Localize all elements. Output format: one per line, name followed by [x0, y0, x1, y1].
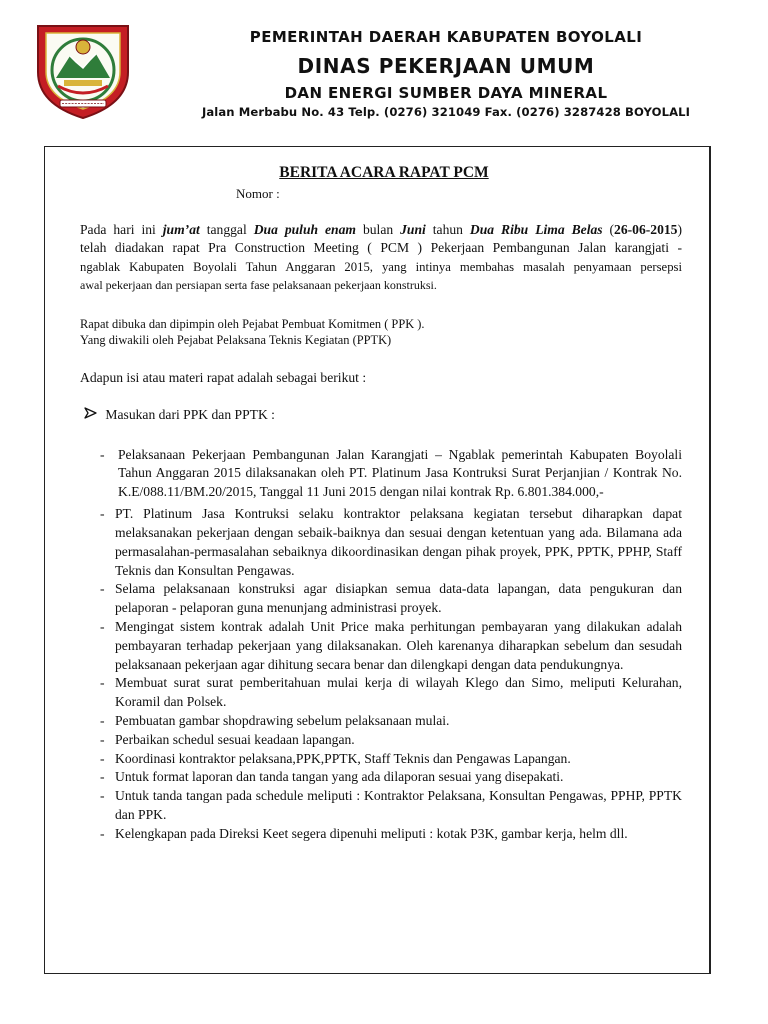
boyolali-regency-crest-icon: [34, 20, 132, 120]
list-item: - Membuat surat surat pemberitahuan mulai kerja di wilayah Klego dan Simo, meliputi Kelurahan, Koramil dan Polsek.: [100, 675, 682, 710]
list-item: - Pembuatan gambar shopdrawing sebelum pelaksanaan mulai.: [100, 712, 450, 728]
letterhead-address: Jalan Merbabu No. 43 Telp. (0276) 321049 Fax. (0276) 3287428 BOYOLALI: [201, 105, 691, 119]
letterhead-government: PEMERINTAH DAERAH KABUPATEN BOYOLALI: [249, 28, 643, 46]
arrow-bullet-icon: [80, 407, 102, 419]
opening-line-1: Pada hari ini jum’at tanggal Dua puluh enam bulan Juni tahun Dua Ribu Lima Belas (26-06-2015): [80, 222, 683, 237]
list-item: - Mengingat sistem kontrak adalah Unit Price maka perhitungan pembayaran yang dilakukan adalah pembayaran terhadap pekerjaan yang dilaksanakan. Oleh karenanya diharapkan sebelum dan sesudah pelaksanaan pekerjaan agar dihitung secara benar dan dilengkapi dengan data pendukungnya.: [100, 619, 682, 672]
meeting-date-words: Dua puluh enam: [253, 222, 356, 237]
list-item: - Untuk format laporan dan tanda tangan yang ada dilaporan sesuai yang disepakati.: [100, 769, 564, 785]
opening-line-3: ngablak Kabupaten Boyolali Tahun Anggaran 2015, yang intinya membahas masalah penyamaan persepsi: [80, 259, 682, 274]
document-number-label: Nomor :: [236, 186, 280, 201]
list-item: - Untuk tanda tangan pada schedule meliputi : Kontraktor Pelaksana, Konsultan Pengawas, PPHP, PPTK dan PPK.: [100, 788, 682, 822]
opening-line-2: telah diadakan rapat Pra Construction Meeting ( PCM ) Pekerjaan Pembangunan Jalan karangjati -: [80, 240, 682, 256]
agenda-intro: Adapun isi atau materi rapat adalah sebagai berikut :: [80, 370, 367, 385]
meeting-year-words: Dua Ribu Lima Belas: [469, 222, 603, 237]
list-item: - Selama pelaksanaan konstruksi agar disiapkan semua data-data lapangan, data pengukuran dan pelaporan - pelaporan guna menunjang administrasi proyek.: [100, 581, 682, 616]
section-heading-label: Masukan dari PPK dan PPTK :: [105, 407, 275, 422]
list-item: - Koordinasi kontraktor pelaksana,PPK,PPTK, Staff Teknis dan Pengawas Lapangan.: [100, 750, 571, 766]
meeting-day: jum’at: [162, 222, 200, 237]
document-title: BERITA ACARA RAPAT PCM: [279, 164, 489, 181]
list-item: - Kelengkapan pada Direksi Keet segera dipenuhi meliputi : kotak P3K, gambar kerja, helm dll.: [100, 825, 628, 841]
opening-paragraph: [80, 221, 682, 295]
opening-line-4: awal pekerjaan dan persiapan serta fase pelaksanaan pekerjaan konstruksi.: [80, 278, 437, 293]
chair-line-2: Yang diwakili oleh Pejabat Pelaksana Teknis Kegiatan (PPTK): [80, 332, 392, 347]
chair-line-1: Rapat dibuka dan dipimpin oleh Pejabat Pembuat Komitmen ( PPK ).: [80, 317, 425, 331]
list-item: - PT. Platinum Jasa Kontruksi selaku kontraktor pelaksana kegiatan tersebut diharapkan dapat melaksanakan pekerjaan dengan sebaik-baiknya dan sesuai dengan ketentuan yang ada. Bilamana ada permasalahan-permasalahan sebaiknya dikoordinasikan dengan pihak proyek, PPK, PPTK, PPHP, Staff Teknis dan Konsultan Pengawas.: [100, 506, 682, 578]
list-item: - Pelaksanaan Pekerjaan Pembangunan Jalan Karangjati – Ngablak pemerintah Kabupaten Boyolali Tahun Anggaran 2015 dilaksanakan oleh PT. Platinum Jasa Kontruksi Surat Perjanjian / Kontrak No. K.E/088.11/BM.20/2015, Tanggal 11 Juni 2015 dengan nilai kontrak Rp. 6.801.384.000,-: [100, 447, 682, 499]
meeting-date-numeric: 26-06-2015: [614, 222, 678, 237]
section-heading: [80, 407, 275, 423]
letterhead-agency-sub: DAN ENERGI SUMBER DAYA MINERAL: [284, 84, 608, 102]
chair-paragraph: [80, 317, 682, 348]
list-item: - Perbaikan schedul sesuai keadaan lapangan.: [100, 731, 355, 747]
meeting-month: Juni: [400, 222, 426, 237]
points-list: [100, 446, 682, 844]
letterhead-agency: DINAS PEKERJAAN UMUM: [297, 54, 595, 78]
